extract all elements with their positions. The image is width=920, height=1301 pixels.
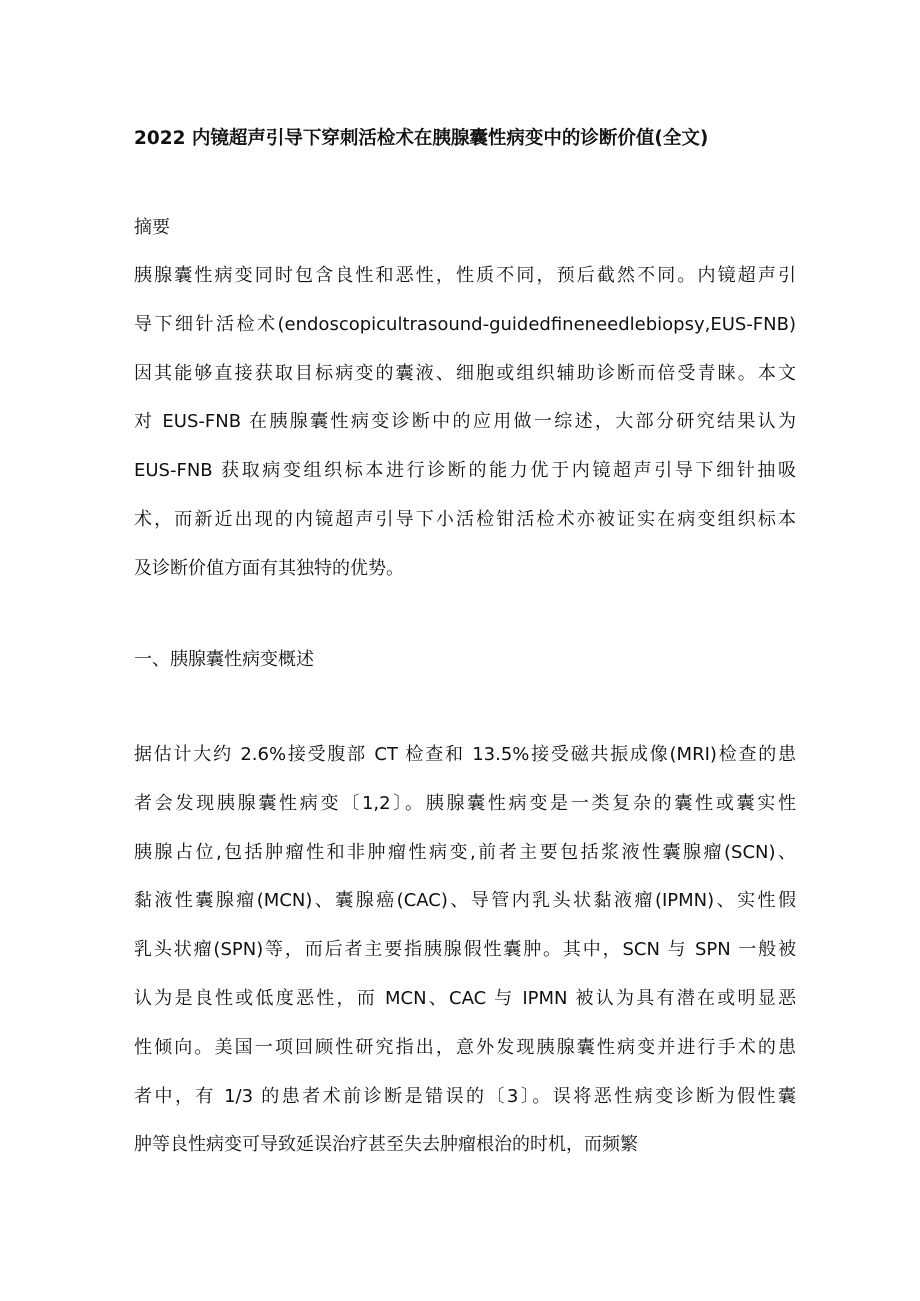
paragraph-line: 胰腺囊性病变同时包含良性和恶性，性质不同，预后截然不同。内镜超声引 [134, 265, 796, 286]
paragraph-line: 胰腺占位,包括肿瘤性和非肿瘤性病变,前者主要包括浆液性囊腺瘤(SCN)、 [134, 841, 796, 863]
paragraph-line: 乳头状瘤(SPN)等，而后者主要指胰腺假性囊肿。其中，SCN 与 SPN 一般被 [134, 939, 796, 961]
abstract-paragraph [134, 261, 796, 603]
paragraph-line: 据估计大约 2.6%接受腹部 CT 检查和 13.5%接受磁共振成像(MRI)检查的患 [134, 744, 796, 765]
paragraph-line: 性倾向。美国一项回顾性研究指出，意外发现胰腺囊性病变并进行手术的患 [134, 1036, 796, 1058]
paragraph-line: 因其能够直接获取目标病变的囊液、细胞或组织辅助诊断而倍受青睐。本文 [134, 362, 796, 384]
document-title: 2022 内镜超声引导下穿刺活检术在胰腺囊性病变中的诊断价值(全文) [134, 128, 709, 149]
paragraph-line: EUS-FNB 获取病变组织标本进行诊断的能力优于内镜超声引导下细针抽吸 [134, 460, 796, 482]
abstract-heading: 摘要 [134, 217, 170, 238]
paragraph-line: 者会发现胰腺囊性病变〔1,2〕。胰腺囊性病变是一类复杂的囊性或囊实性 [134, 792, 796, 814]
paragraph-line: 认为是良性或低度恶性，而 MCN、CAC 与 IPMN 被认为具有潜在或明显恶 [134, 987, 796, 1009]
paragraph-line: 术，而新近出现的内镜超声引导下小活检钳活检术亦被证实在病变组织标本 [134, 508, 796, 530]
paragraph-line: 对 EUS-FNB 在胰腺囊性病变诊断中的应用做一综述，大部分研究结果认为 [134, 411, 796, 433]
paragraph-line: 及诊断价值方面有其独特的优势。 [134, 557, 404, 579]
section-heading: 一、胰腺囊性病变概述 [134, 649, 314, 670]
paragraph-line: 黏液性囊腺瘤(MCN)、囊腺癌(CAC)、导管内乳头状黏液瘤(IPMN)、实性假 [134, 890, 796, 912]
paragraph-line: 导下细针活检术(endoscopicultrasound-guidedfineneedlebiopsy,EUS-FNB) [134, 313, 796, 335]
paragraph-line: 者中，有 1/3 的患者术前诊断是错误的〔3〕。误将恶性病变诊断为假性囊 [134, 1085, 796, 1107]
paragraph-line: 肿等良性病变可导致延误治疗甚至失去肿瘤根治的时机，而频繁 [134, 1134, 638, 1156]
section-paragraph [134, 740, 796, 1179]
